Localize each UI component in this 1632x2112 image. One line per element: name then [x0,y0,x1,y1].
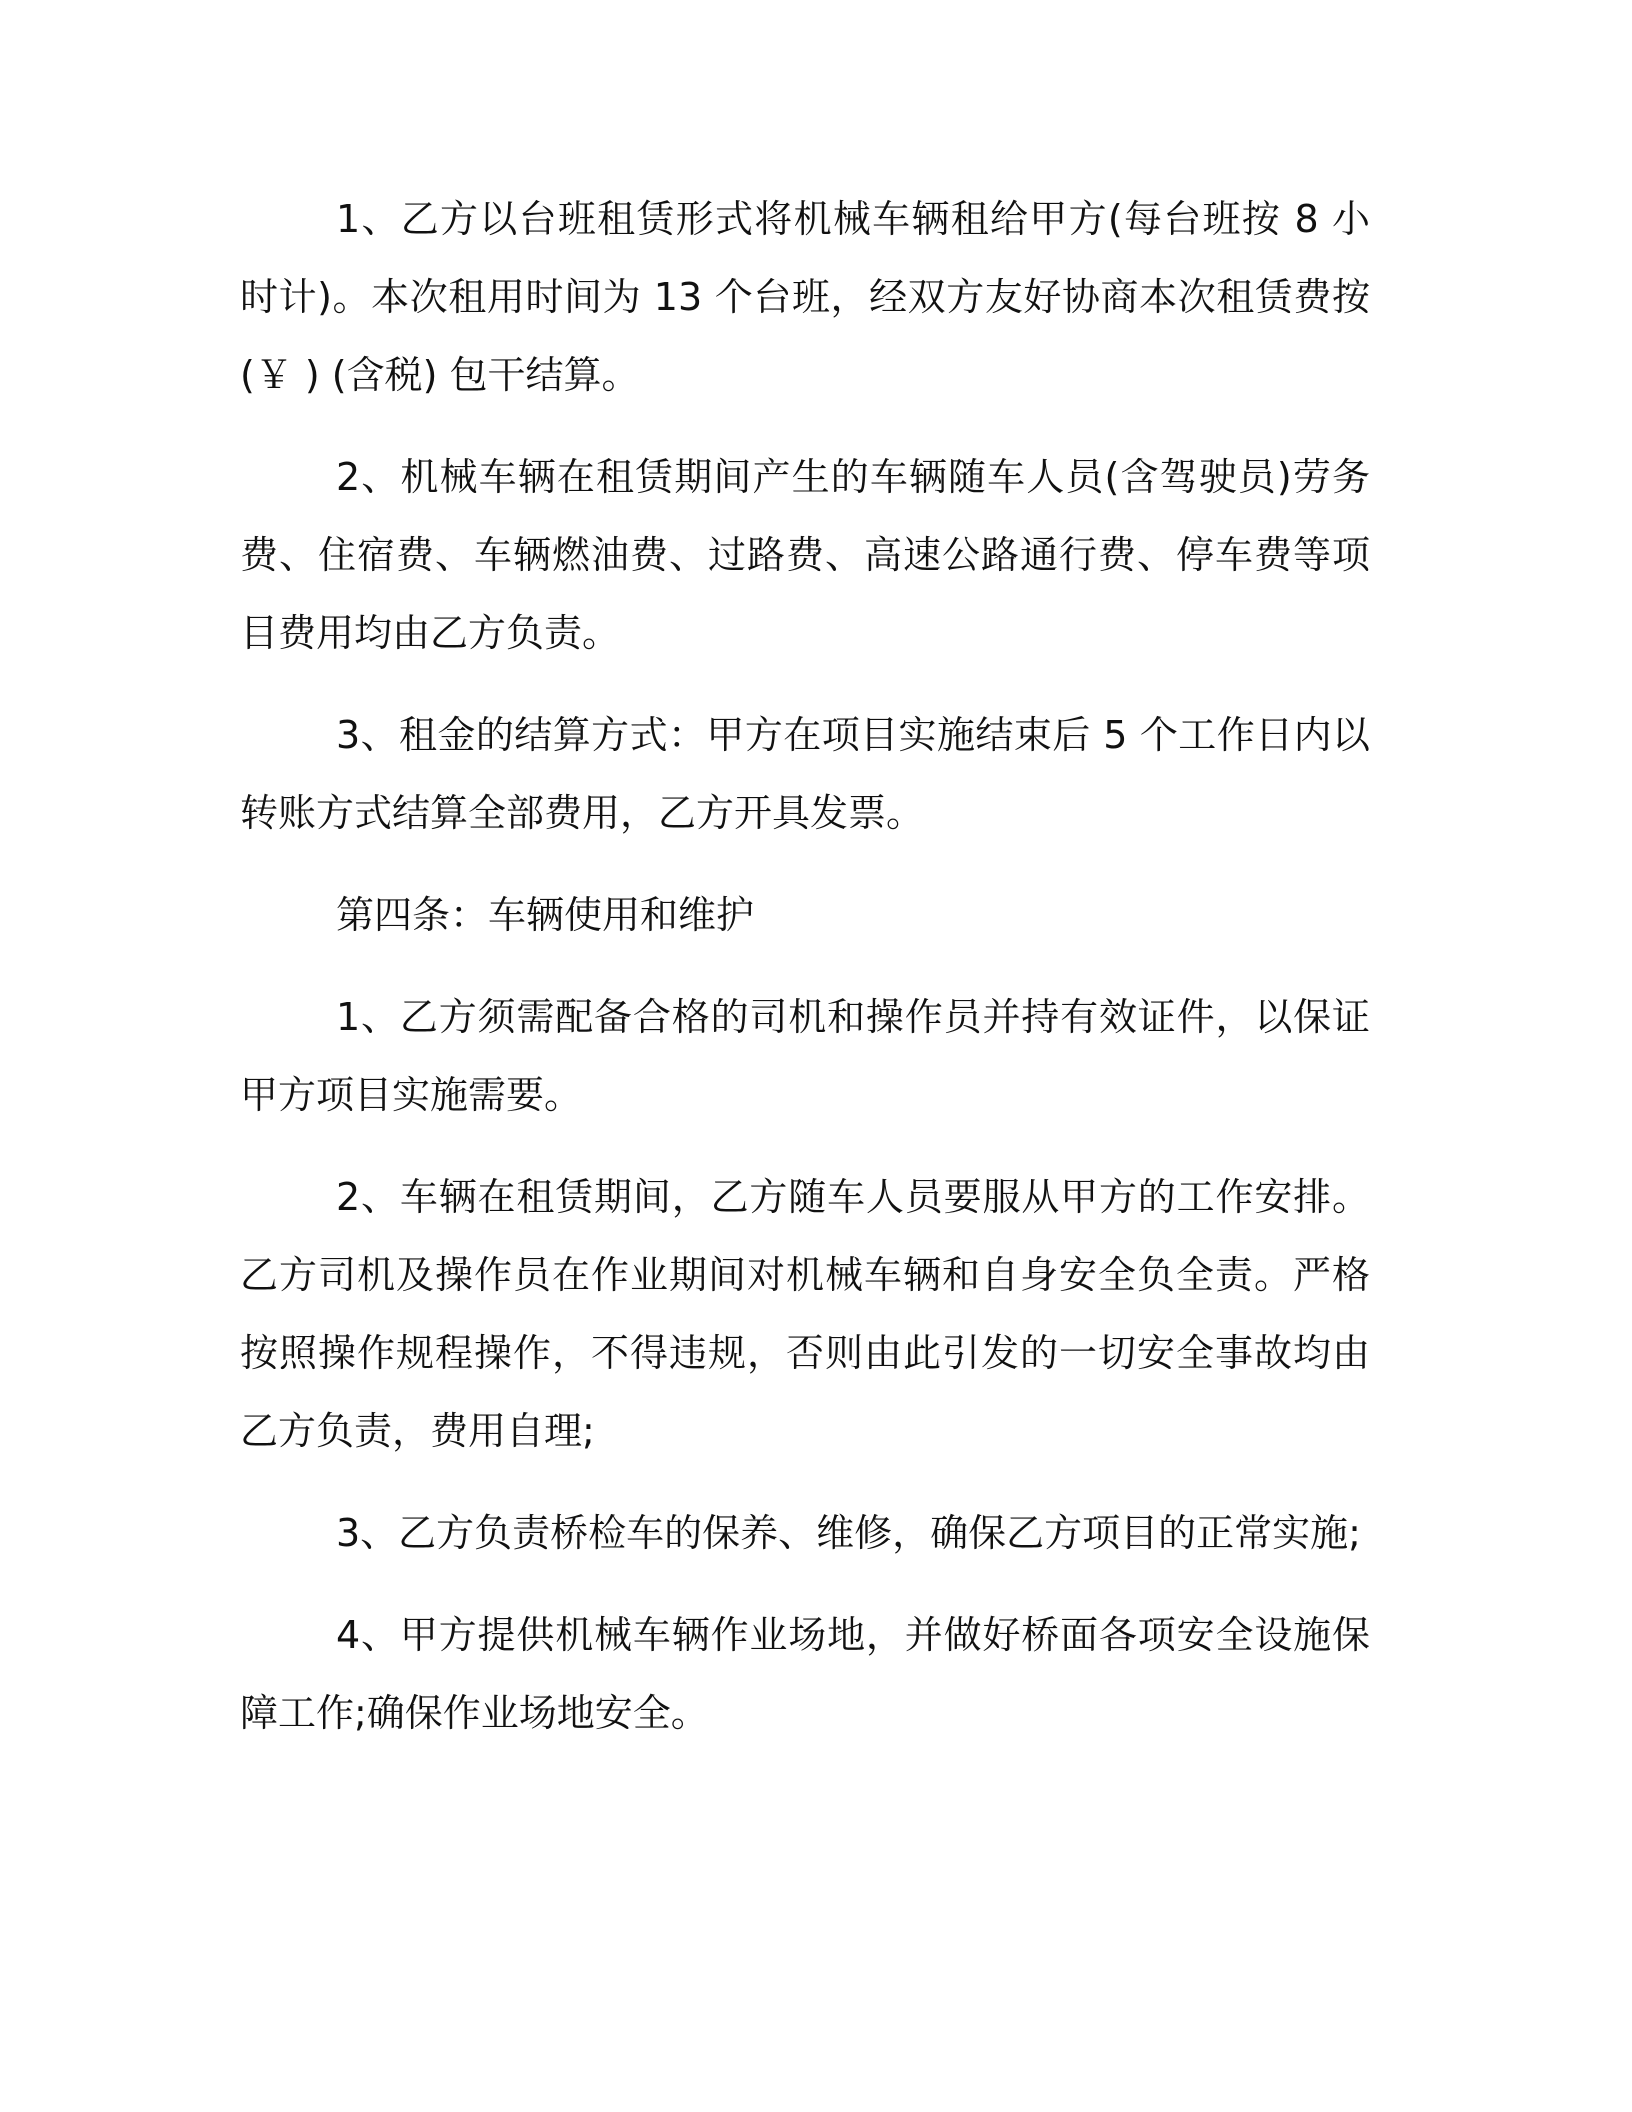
paragraph-rental-terms: 1、乙方以台班租赁形式将机械车辆租给甲方(每台班按 8 小时计)。本次租用时间为 13 个台班，经双方友好协商本次租赁费按 (￥ ) (含税) 包干结算。 [240,197,1370,397]
paragraph-operators: 1、乙方须需配备合格的司机和操作员并持有效证件，以保证甲方项目实施需要。 [240,995,1370,1117]
paragraph-site: 4、甲方提供机械车辆作业场地，并做好桥面各项安全设施保障工作;确保作业场地安全。 [240,1613,1370,1735]
paragraph-settlement: 3、租金的结算方式：甲方在项目实施结束后 5 个工作日内以转账方式结算全部费用，乙方开具发票。 [240,713,1370,835]
paragraph-maintenance: 3、乙方负责桥检车的保养、维修，确保乙方项目的正常实施; [336,1511,1361,1555]
paragraph-expenses: 2、机械车辆在租赁期间产生的车辆随车人员(含驾驶员)劳务费、住宿费、车辆燃油费、过路费、高速公路通行费、停车费等项目费用均由乙方负责。 [240,455,1370,655]
paragraph-safety: 2、车辆在租赁期间，乙方随车人员要服从甲方的工作安排。乙方司机及操作员在作业期间对机械车辆和自身安全负全责。严格按照操作规程操作，不得违规，否则由此引发的一切安全事故均由乙方负责，费用自理; [240,1175,1370,1453]
section-heading: 第四条：车辆使用和维护 [336,893,755,937]
document-body [240,180,1370,1776]
